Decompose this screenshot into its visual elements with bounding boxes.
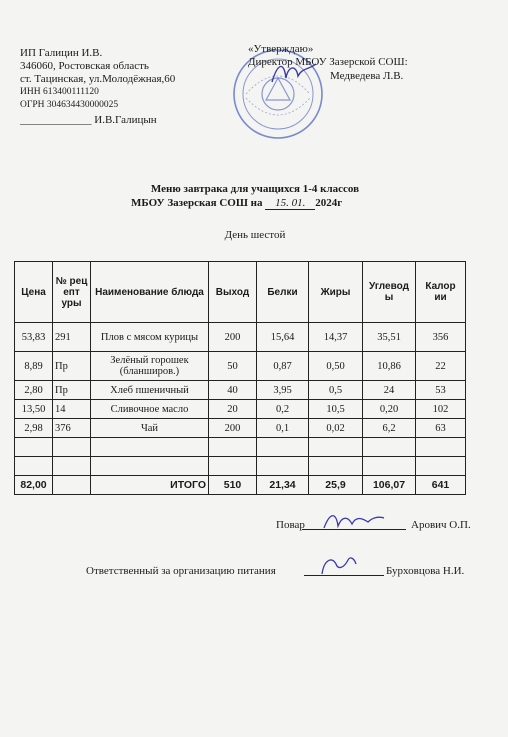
table-cell: 356: [416, 323, 466, 352]
table-cell: 0,50: [309, 352, 363, 381]
header-cell: № рец епт уры: [53, 262, 91, 323]
menu-date: 15. 01.: [265, 197, 315, 210]
table-row: [15, 400, 466, 419]
table-cell: 13,50: [15, 400, 53, 419]
table-cell: [257, 457, 309, 476]
total-cell: 510: [209, 476, 257, 495]
table-cell: [257, 438, 309, 457]
table-cell: Сливочное масло: [91, 400, 209, 419]
table-cell: 22: [416, 352, 466, 381]
total-label: ИТОГО: [91, 476, 209, 495]
responsible-name: Бурховцова Н.И.: [386, 565, 465, 577]
table-cell: 24: [363, 381, 416, 400]
header-cell: Выход: [209, 262, 257, 323]
table-cell: 0,02: [309, 419, 363, 438]
cook-label: Повар: [276, 519, 305, 531]
table-header-row: [15, 262, 466, 323]
cook-signature: [322, 510, 386, 532]
table-total-row: [15, 476, 466, 495]
total-cell: 25,9: [309, 476, 363, 495]
table-cell: [209, 438, 257, 457]
header-cell: Углевод ы: [363, 262, 416, 323]
table-cell: 40: [209, 381, 257, 400]
supplier-inn: ИНН 613400111120: [20, 87, 99, 97]
table-cell: Пр: [53, 381, 91, 400]
responsible-signature: [318, 554, 360, 578]
table-cell: 0,1: [257, 419, 309, 438]
table-cell: 2,98: [15, 419, 53, 438]
table-cell: 14: [53, 400, 91, 419]
table-cell: [15, 438, 53, 457]
total-cell: 106,07: [363, 476, 416, 495]
table-cell: 10,5: [309, 400, 363, 419]
header-cell: Жиры: [309, 262, 363, 323]
supplier-name: ИП Галицин И.В.: [20, 47, 103, 59]
menu-title: Меню завтрака для учащихся 1-4 классов: [150, 183, 360, 195]
header-cell: Наименование блюда: [91, 262, 209, 323]
table-cell: Чай: [91, 419, 209, 438]
table-row: [15, 438, 466, 457]
table-row: [15, 457, 466, 476]
header-cell: Калор ии: [416, 262, 466, 323]
table-cell: 0,87: [257, 352, 309, 381]
table-cell: 291: [53, 323, 91, 352]
approval-label: «Утверждаю»: [248, 43, 314, 55]
table-row: [15, 352, 466, 381]
supplier-address-1: 346060, Ростовская область: [20, 60, 149, 72]
table-cell: [416, 457, 466, 476]
table-row: [15, 419, 466, 438]
table-cell: 20: [209, 400, 257, 419]
menu-subtitle: [131, 197, 342, 210]
responsible-label: Ответственный за организацию питания: [86, 565, 276, 577]
table-cell: 15,64: [257, 323, 309, 352]
menu-year: 2024г: [315, 197, 343, 209]
table-cell: 35,51: [363, 323, 416, 352]
table-cell: [91, 457, 209, 476]
table-cell: [309, 457, 363, 476]
supplier-address-2: ст. Тацинская, ул.Молодёжная,60: [20, 73, 176, 85]
table-cell: 53,83: [15, 323, 53, 352]
table-cell: [209, 457, 257, 476]
table-cell: [15, 457, 53, 476]
total-cell: [53, 476, 91, 495]
table-cell: Зелёный горошек (бланширов.): [91, 352, 209, 381]
total-cell: 641: [416, 476, 466, 495]
table-cell: [416, 438, 466, 457]
cook-name: Арович О.П.: [411, 519, 471, 531]
table-cell: 0,2: [257, 400, 309, 419]
table-cell: [91, 438, 209, 457]
table-cell: 102: [416, 400, 466, 419]
table-cell: 50: [209, 352, 257, 381]
table-cell: 200: [209, 419, 257, 438]
table-cell: [363, 457, 416, 476]
total-cell: 21,34: [257, 476, 309, 495]
table-cell: Хлеб пшеничный: [91, 381, 209, 400]
table-cell: [53, 457, 91, 476]
approval-position: Директор МБОУ Зазерской СОШ:: [248, 56, 408, 68]
header-cell: Белки: [257, 262, 309, 323]
school-name: МБОУ Зазерская СОШ на: [131, 197, 263, 209]
table-cell: 3,95: [257, 381, 309, 400]
table-cell: 14,37: [309, 323, 363, 352]
table-cell: [53, 438, 91, 457]
supplier-signature-line: _____________ И.В.Галицын: [20, 114, 157, 126]
table-cell: 376: [53, 419, 91, 438]
approval-name: Медведева Л.В.: [330, 70, 404, 82]
table-cell: 2,80: [15, 381, 53, 400]
table-cell: Плов с мясом курицы: [91, 323, 209, 352]
supplier-ogrn: ОГРН 304634430000025: [20, 100, 119, 110]
table-cell: 6,2: [363, 419, 416, 438]
header-cell: Цена: [15, 262, 53, 323]
total-cell: 82,00: [15, 476, 53, 495]
table-cell: 8,89: [15, 352, 53, 381]
table-row: [15, 323, 466, 352]
table-cell: 200: [209, 323, 257, 352]
table-cell: [363, 438, 416, 457]
table-cell: 63: [416, 419, 466, 438]
table-cell: 53: [416, 381, 466, 400]
table-cell: 0,5: [309, 381, 363, 400]
table-cell: 10,86: [363, 352, 416, 381]
table-row: [15, 381, 466, 400]
day-label: День шестой: [224, 229, 286, 241]
menu-table: [14, 261, 466, 495]
table-cell: 0,20: [363, 400, 416, 419]
table-cell: [309, 438, 363, 457]
table-cell: Пр: [53, 352, 91, 381]
